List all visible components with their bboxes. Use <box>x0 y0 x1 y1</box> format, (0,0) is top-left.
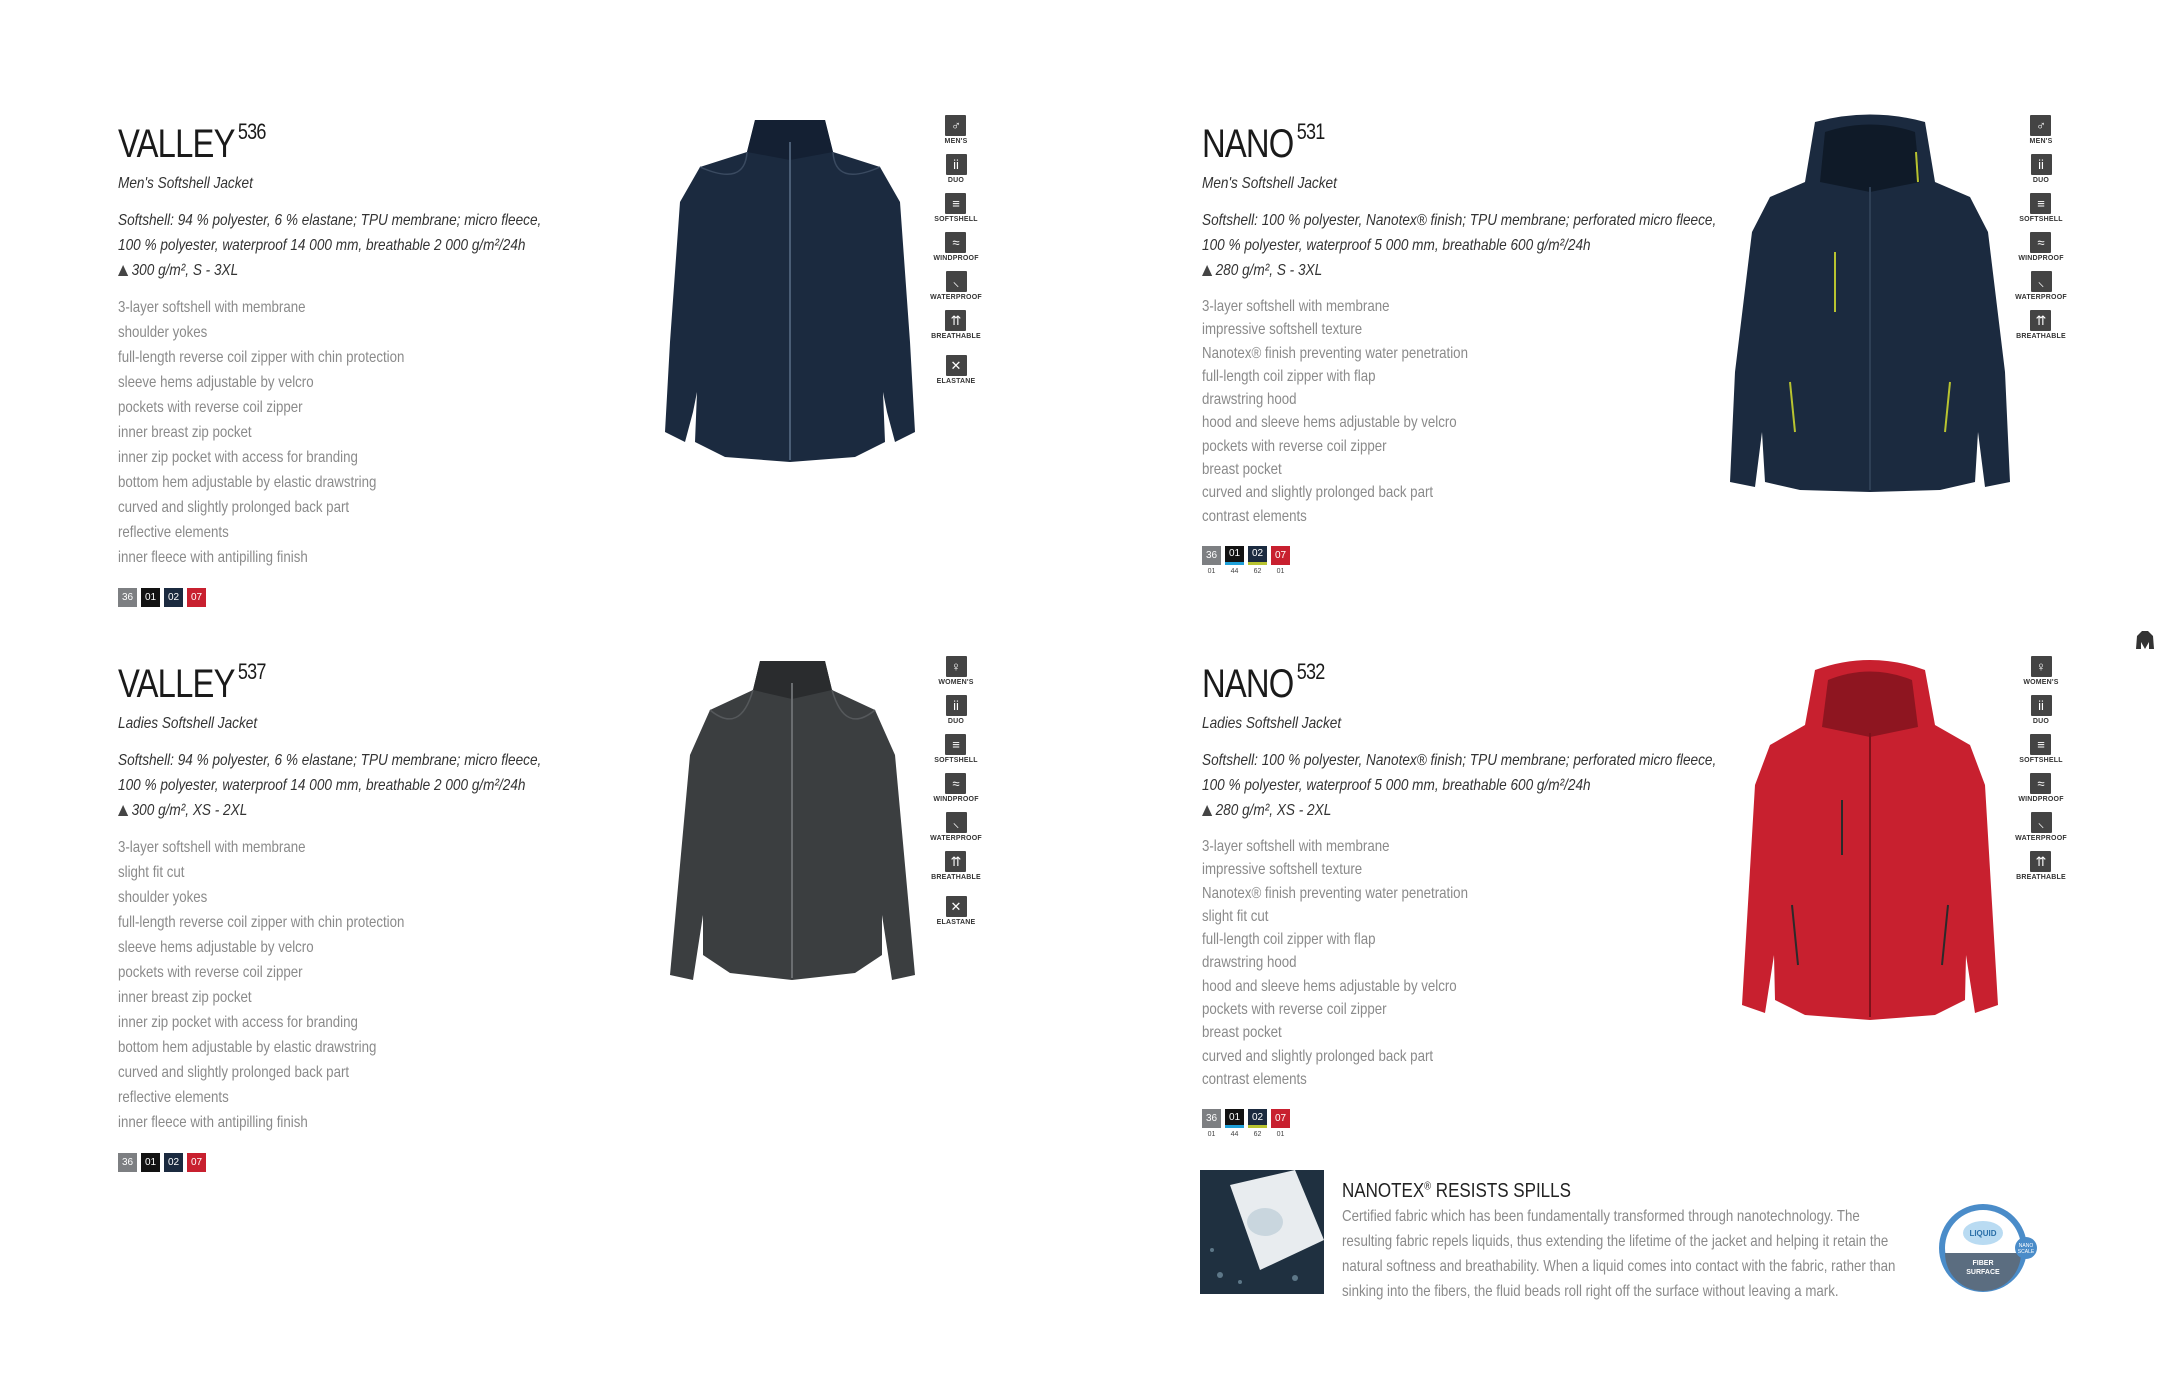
product-title: NANO $^{531}$ <box>1202 119 1325 166</box>
list-item: hood and sleeve hems adjustable by velcro <box>1202 414 1457 432</box>
swatch-navy[interactable]: 02 <box>164 588 183 607</box>
svg-text:LIQUID: LIQUID <box>1969 1229 1997 1238</box>
product-subtitle: Ladies Softshell Jacket <box>1202 715 1342 732</box>
list-item: inner fleece with antipilling finish <box>118 549 308 566</box>
product-title: NANO $^{532}$ <box>1202 659 1325 706</box>
list-item: drawstring hood <box>1202 391 1297 409</box>
product-valley-537 <box>118 652 588 1172</box>
softshell-icon: ≡ SOFTSHELL <box>934 734 977 764</box>
list-item: pockets with reverse coil zipper <box>1202 437 1387 455</box>
jacket-valley-536-image <box>655 112 925 467</box>
breathable-icon: ⇈ BREATHABLE <box>2016 310 2066 340</box>
nanotex-title: NANOTEX® RESISTS SPILLS <box>1342 1180 1571 1202</box>
list-item: contrast elements <box>1202 507 1307 525</box>
swatch-red[interactable]: 07 <box>187 1153 206 1172</box>
product-spec: Softshell: 94 % polyester, 6 % elastane; TPU membrane; micro fleece, 100 % polyester, waterproof 14 000 mm, breathable 2 000 g/m²/24h 300 g/m², XS - 2XL <box>118 752 542 819</box>
weight-icon <box>1202 805 1212 816</box>
waterproof-icon: ⸜ WATERPROOF <box>2015 271 2067 301</box>
list-item: sleeve hems adjustable by velcro <box>118 374 314 391</box>
duo-icon: ii DUO <box>2031 695 2052 725</box>
female-icon: ♀ WOMEN'S <box>2023 656 2058 686</box>
nanotex-fabric-image <box>1200 1170 1324 1294</box>
list-item: shoulder yokes <box>118 889 208 906</box>
product-spec: Softshell: 100 % polyester, Nanotex® finish; TPU membrane; perforated micro fleece, 100 % polyester, waterproof 5 000 mm, breathable 600 g/m²/24h 280 g/m², S - 3XL <box>1202 212 1717 279</box>
list-item: pockets with reverse coil zipper <box>118 399 303 416</box>
list-item: 3-layer softshell with membrane <box>118 299 306 316</box>
list-item: breast pocket <box>1202 1024 1282 1042</box>
list-item: sleeve hems adjustable by velcro <box>118 939 314 956</box>
feature-icons-valley-536 <box>928 115 984 394</box>
list-item: pockets with reverse coil zipper <box>118 964 303 981</box>
list-item: breast pocket <box>1202 461 1282 479</box>
product-subtitle: Men's Softshell Jacket <box>118 175 253 192</box>
list-item: inner fleece with antipilling finish <box>118 1114 308 1131</box>
product-valley-536 <box>118 112 588 607</box>
product-spec: Softshell: 94 % polyester, 6 % elastane; TPU membrane; micro fleece, 100 % polyester, waterproof 14 000 mm, breathable 2 000 g/m²/24h 300 g/m², S - 3XL <box>118 212 542 279</box>
jacket-nano-531-image <box>1720 112 2020 497</box>
breathable-icon: ⇈ BREATHABLE <box>931 851 981 881</box>
product-subtitle: Men's Softshell Jacket <box>1202 175 1337 192</box>
list-item: curved and slightly prolonged back part <box>1202 484 1434 502</box>
waterproof-icon: ⸜ WATERPROOF <box>930 812 982 842</box>
duo-icon: ii DUO <box>946 695 967 725</box>
list-item: contrast elements <box>1202 1070 1307 1088</box>
list-item: bottom hem adjustable by elastic drawstring <box>118 474 377 491</box>
list-item: inner zip pocket with access for branding <box>118 449 358 466</box>
softshell-icon: ≡ SOFTSHELL <box>2019 734 2062 764</box>
swatch-navy[interactable]: 02 <box>1248 1109 1267 1128</box>
list-item: slight fit cut <box>1202 907 1269 925</box>
list-item: curved and slightly prolonged back part <box>118 1064 350 1081</box>
list-item: drawstring hood <box>1202 954 1297 972</box>
nanotex-info <box>1200 1170 2159 1300</box>
breathable-icon: ⇈ BREATHABLE <box>931 310 981 340</box>
jacket-nano-532-image <box>1730 655 2010 1025</box>
list-item: 3-layer softshell with membrane <box>1202 298 1390 315</box>
jacket-silhouette-icon <box>2136 630 2154 650</box>
list-item: impressive softshell texture <box>1202 861 1363 879</box>
svg-text:NANO: NANO <box>2018 1243 2034 1249</box>
list-item: 3-layer softshell with membrane <box>118 839 306 856</box>
svg-text:FIBER: FIBER <box>1972 1260 1994 1267</box>
nanotex-description: Certified fabric which has been fundamentally transformed through nanotechnology. The resulting fabric repels liquids, thus extending the lifetime of the jacket and helping it retain the natural softness and breathability. When a liquid comes into contact with the fabric, rather than sinking into the fibers, the fluid beads roll right off the surface without leaving a mark. <box>1342 1208 1896 1300</box>
windproof-icon: ≈ WINDPROOF <box>933 773 978 803</box>
weight-icon <box>1202 265 1212 276</box>
list-item: inner zip pocket with access for branding <box>118 1014 358 1031</box>
list-item: pockets with reverse coil zipper <box>1202 1001 1387 1019</box>
svg-text:SCALE: SCALE <box>2017 1249 2035 1255</box>
list-item: full-length coil zipper with flap <box>1202 367 1376 385</box>
list-item: impressive softshell texture <box>1202 321 1363 339</box>
male-icon: ♂ MEN'S <box>945 115 968 145</box>
windproof-icon: ≈ WINDPROOF <box>2018 773 2063 803</box>
feature-icons-nano-531 <box>2013 115 2069 349</box>
feature-icons-nano-532 <box>2013 656 2069 890</box>
swatch-navy[interactable]: 02 <box>164 1153 183 1172</box>
nanotex-badge-icon <box>1938 1198 2038 1298</box>
list-item: curved and slightly prolonged back part <box>118 499 350 516</box>
product-subtitle: Ladies Softshell Jacket <box>118 715 258 732</box>
product-title: VALLEY $^{536}$ <box>118 119 266 166</box>
windproof-icon: ≈ WINDPROOF <box>933 232 978 262</box>
list-item: slight fit cut <box>118 864 185 881</box>
color-swatches: 36 01 01 44 02 62 07 01 <box>1202 546 1672 575</box>
list-item: inner breast zip pocket <box>118 989 252 1006</box>
elastane-icon: ✕ ELASTANE <box>937 896 976 926</box>
list-item: full-length coil zipper with flap <box>1202 931 1376 949</box>
softshell-icon: ≡ SOFTSHELL <box>2019 193 2062 223</box>
softshell-icon: ≡ SOFTSHELL <box>934 193 977 223</box>
swatch-grey[interactable]: 36 <box>1202 1109 1221 1128</box>
feature-icons-valley-537 <box>928 656 984 935</box>
duo-icon: ii DUO <box>2031 154 2052 184</box>
swatch-red[interactable]: 07 <box>1271 1109 1290 1128</box>
swatch-red[interactable]: 07 <box>187 588 206 607</box>
female-icon: ♀ WOMEN'S <box>938 656 973 686</box>
list-item: Nanotex® finish preventing water penetration <box>1202 344 1468 362</box>
duo-icon: ii DUO <box>946 154 967 184</box>
color-swatches: 36 01 01 44 02 62 07 01 <box>1202 1109 1672 1138</box>
list-item: bottom hem adjustable by elastic drawstring <box>118 1039 377 1056</box>
swatch-black[interactable]: 01 <box>1225 1109 1244 1128</box>
feature-list <box>1202 295 1672 528</box>
list-item: reflective elements <box>118 1089 229 1106</box>
windproof-icon: ≈ WINDPROOF <box>2018 232 2063 262</box>
male-icon: ♂ MEN'S <box>2030 115 2053 145</box>
swatch-black[interactable]: 01 <box>141 1153 160 1172</box>
product-nano-531 <box>1202 112 1717 575</box>
breathable-icon: ⇈ BREATHABLE <box>2016 851 2066 881</box>
weight-icon <box>118 805 128 816</box>
product-title: VALLEY $^{537}$ <box>118 659 266 706</box>
swatch-navy[interactable]: 02 <box>1248 546 1267 565</box>
list-item: Nanotex® finish preventing water penetration <box>1202 884 1468 902</box>
swatch-grey[interactable]: 36 <box>118 1153 137 1172</box>
product-nano-532 <box>1202 652 1717 1139</box>
list-item: curved and slightly prolonged back part <box>1202 1047 1434 1065</box>
list-item: hood and sleeve hems adjustable by velcro <box>1202 977 1457 995</box>
list-item: full-length reverse coil zipper with chin protection <box>118 914 405 931</box>
swatch-grey[interactable]: 36 <box>1202 546 1221 565</box>
list-item: reflective elements <box>118 524 229 541</box>
product-spec: Softshell: 100 % polyester, Nanotex® finish; TPU membrane; perforated micro fleece, 100 % polyester, waterproof 5 000 mm, breathable 600 g/m²/24h 280 g/m², XS - 2XL <box>1202 752 1717 819</box>
feature-list <box>118 295 588 570</box>
swatch-black[interactable]: 01 <box>1225 546 1244 565</box>
feature-list <box>1202 835 1672 1091</box>
swatch-grey[interactable]: 36 <box>118 588 137 607</box>
waterproof-icon: ⸜ WATERPROOF <box>2015 812 2067 842</box>
feature-list <box>118 835 588 1135</box>
waterproof-icon: ⸜ WATERPROOF <box>930 271 982 301</box>
list-item: full-length reverse coil zipper with chin protection <box>118 349 405 366</box>
color-swatches <box>118 1153 588 1172</box>
jacket-valley-537-image <box>660 655 925 990</box>
elastane-icon: ✕ ELASTANE <box>937 355 976 385</box>
color-swatches <box>118 588 588 607</box>
list-item: 3-layer softshell with membrane <box>1202 838 1390 855</box>
swatch-red[interactable]: 07 <box>1271 546 1290 565</box>
swatch-black[interactable]: 01 <box>141 588 160 607</box>
weight-icon <box>118 265 128 276</box>
list-item: inner breast zip pocket <box>118 424 252 441</box>
list-item: shoulder yokes <box>118 324 208 341</box>
svg-text:SURFACE: SURFACE <box>1966 1269 2000 1276</box>
